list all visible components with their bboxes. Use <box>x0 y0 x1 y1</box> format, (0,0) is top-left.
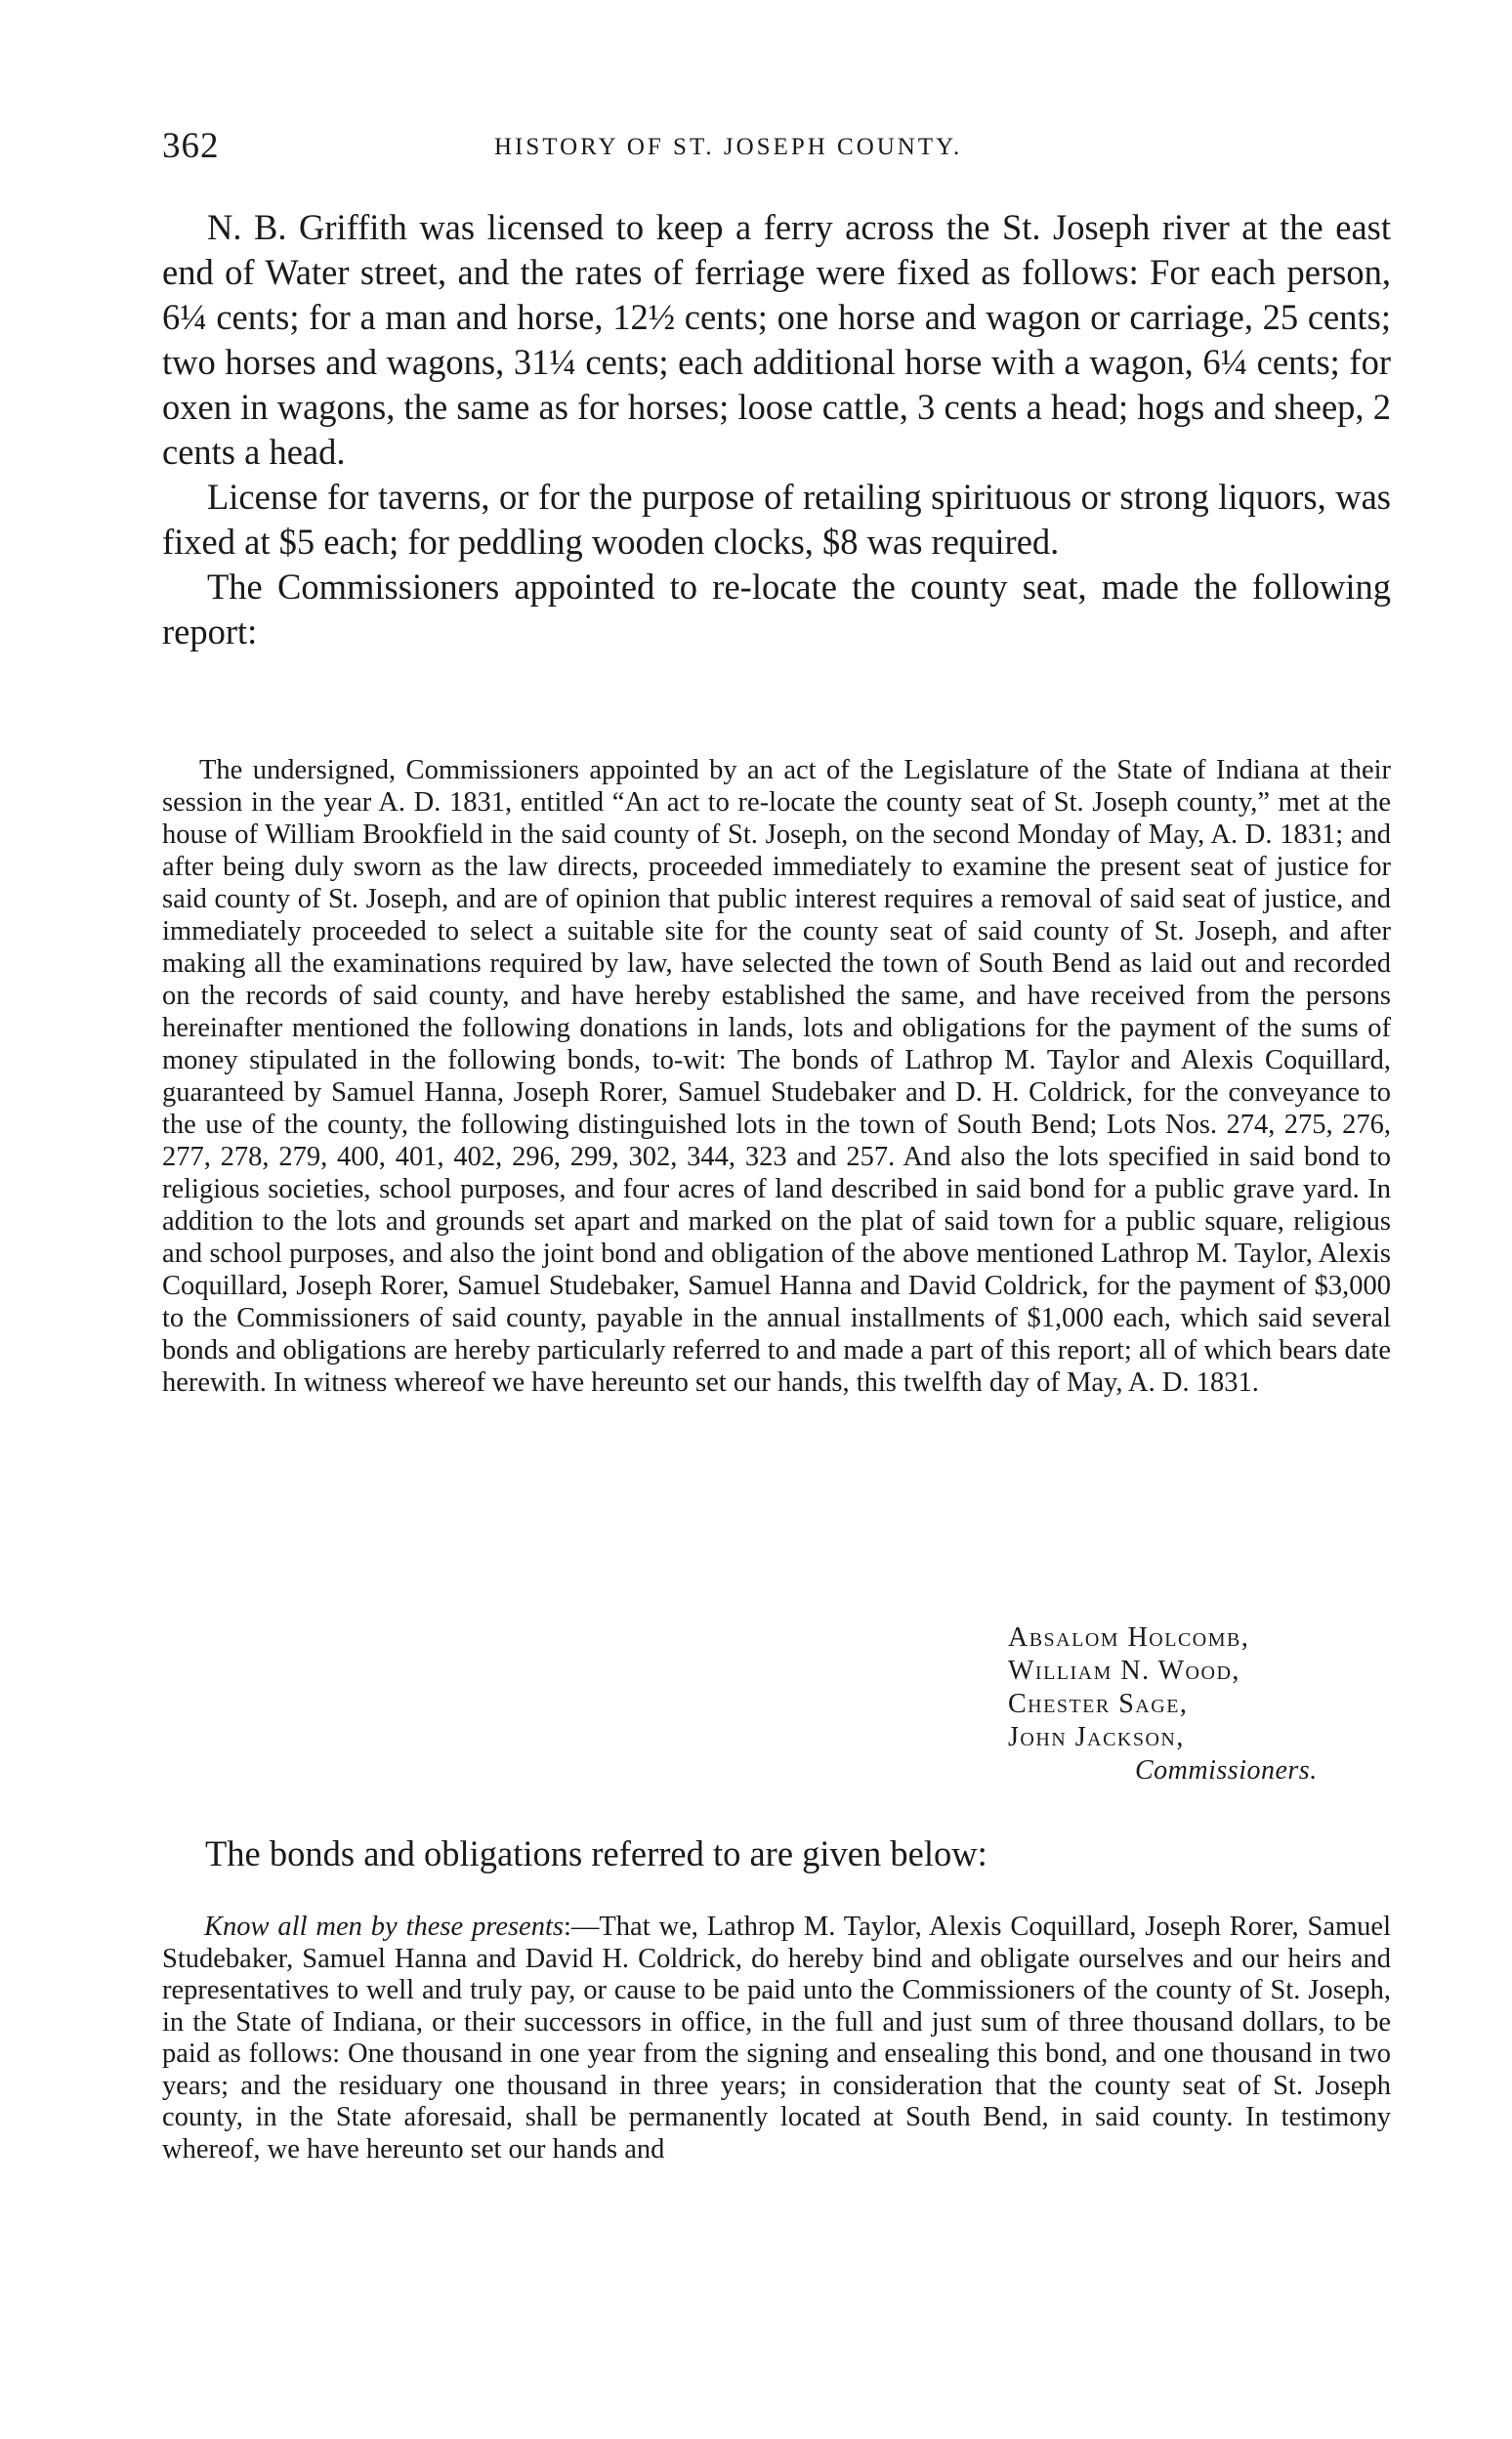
bond-text: :—That we, Lathrop M. Taylor, Alexis Coquillard, Joseph Rorer, Samuel Studebaker, Samuel Hanna and David H. Coldrick, do hereby bind and obligate ourselves and our heirs and representatives to well and truly pay, or cause to be paid unto the Commissioners of the county of St. Joseph, in the State of Indiana, or their successors in office, in the full and just sum of three thousand dollars, to be paid as follows: One thousand in one year from the signing and ensealing this bond, and one thousand in two years; and the residuary one thousand in three years; in consideration that the county seat of St. Joseph county, in the State aforesaid, shall be permanently located at South Bend, in said county. In testimony whereof, we have hereunto set our hands and <box>162 1912 1391 2165</box>
bond-lead: Know all men by these presents <box>204 1912 564 1942</box>
bond-paragraph <box>162 1912 1391 2166</box>
signatory-name: William N. Wood, <box>1008 1656 1240 1686</box>
commissioners-report <box>162 754 1391 1399</box>
signature-block <box>1008 1621 1318 1787</box>
signatory-role: Commissioners. <box>1135 1755 1318 1786</box>
bonds-intro: The bonds and obligations referred to are given below: <box>205 1833 987 1873</box>
signatory-name: John Jackson, <box>1008 1722 1185 1752</box>
main-text <box>162 205 1391 654</box>
page-number: 362 <box>162 126 220 166</box>
paragraph-ferry: N. B. Griffith was licensed to keep a ferry across the St. Joseph river at the east end of Water street, and the rates of ferriage were fixed as follows: For each person, 6¼ cents; for a man and horse, 12½ cents; one horse and wagon or carriage, 25 cents; two horses and wagons, 31¼ cents; each additional horse with a wagon, 6¼ cents; for oxen in wagons, the same as for horses; loose cattle, 3 cents a head; hogs and sheep, 2 cents a head. <box>162 207 1391 472</box>
running-head <box>162 125 1391 174</box>
report-text: The undersigned, Commissioners appointed by an act of the Legislature of the State of Indiana at their session in the year A. D. 1831, entitled “An act to re-locate the county seat of St. Joseph county,” met at the house of William Brookfield in the said county of St. Joseph, on the second Monday of May, A. D. 1831; and after being duly sworn as the law directs, proceeded immediately to examine the present seat of justice for said county of St. Joseph, and are of opinion that public interest requires a removal of said seat of justice, and immediately proceeded to select a suitable site for the county seat of said county of St. Joseph, and after making all the examinations required by law, have selected the town of South Bend as laid out and recorded on the records of said county, and have hereby established the same, and have received from the persons hereinafter mentioned the following donations in lands, lots and obligations for the payment of the sums of money stipulated in the following bonds, to-wit: The bonds of Lathrop M. Taylor and Alexis Coquillard, guaranteed by Samuel Hanna, Joseph Rorer, Samuel Studebaker and D. H. Coldrick, for the conveyance to the use of the county, the following distinguished lots in the town of South Bend; Lots Nos. 274, 275, 276, 277, 278, 279, 400, 401, 402, 296, 299, 302, 344, 323 and 257. And also the lots specified in said bond to religious societies, school purposes, and four acres of land described in said bond for a public grave yard. In addition to the lots and grounds set apart and marked on the plat of said town for a public square, religious and school purposes, and also the joint bond and obligation of the above mentioned Lathrop M. Taylor, Alexis Coquillard, Joseph Rorer, Samuel Studebaker, Samuel Hanna and David Coldrick, for the payment of $3,000 to the Commissioners of said county, payable in the annual installments of $1,000 each, which said several bonds and obligations are hereby particularly referred to and made a part of this report; all of which bears date herewith. In witness whereof we have hereunto set our hands, this twelfth day of May, A. D. 1831. <box>162 755 1391 1398</box>
signatory-name: Chester Sage, <box>1008 1689 1189 1719</box>
bond-text-block <box>162 1912 1391 2166</box>
paragraph-license: License for taverns, or for the purpose of retailing spirituous or strong liquors, was fixed at $5 each; for peddling wooden clocks, $8 was required. <box>162 477 1391 562</box>
running-title: HISTORY OF ST. JOSEPH COUNTY. <box>494 134 963 160</box>
paragraph-commissioners: The Commissioners appointed to re-locate the county seat, made the following report: <box>162 567 1391 652</box>
signatory-name: Absalom Holcomb, <box>1008 1622 1250 1653</box>
